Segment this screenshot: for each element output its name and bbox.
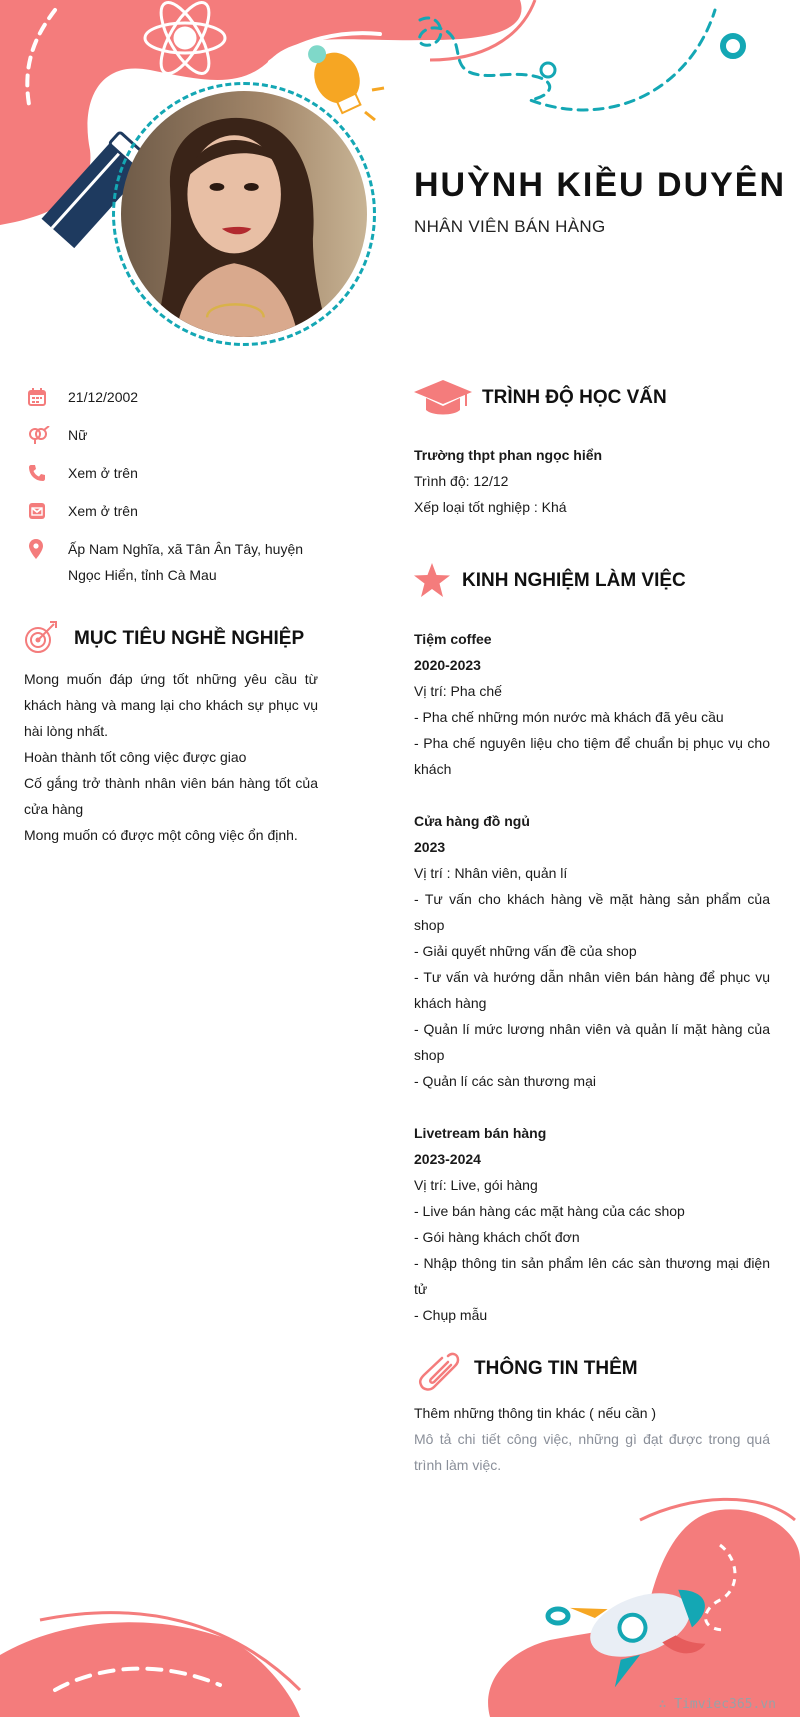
phone-text: Xem ở trên — [68, 465, 138, 481]
experience-title: KINH NGHIỆM LÀM VIỆC — [462, 570, 686, 591]
profile-photo — [121, 91, 367, 337]
education-body — [414, 442, 770, 520]
additional-line: Thêm những thông tin khác ( nếu cần ) — [414, 1405, 657, 1421]
job-duty: - Giải quyết những vấn đề của shop — [414, 943, 637, 959]
email-text: Xem ở trên — [68, 503, 138, 519]
job-duty: - Live bán hàng các mặt hàng của các shop — [414, 1203, 685, 1219]
job-company: Livetream bán hàng — [414, 1125, 547, 1141]
contact-phone — [28, 460, 348, 486]
contact-birthdate — [28, 384, 348, 410]
additional-body — [414, 1400, 770, 1478]
job-period: 2023-2024 — [414, 1151, 481, 1167]
job-duty: - Gói hàng khách chốt đơn — [414, 1229, 580, 1245]
candidate-name: HUỲNH KIỀU DUYÊN — [414, 166, 787, 204]
watermark: ∴ Timviec365.vn — [658, 1697, 776, 1712]
job-duty: - Quản lí mức lương nhân viên và quản lí mặt hàng của shop — [414, 1021, 770, 1063]
job-duty: - Quản lí các sàn thương mại — [414, 1073, 596, 1089]
job-duty: - Pha chế những món nước mà khách đã yêu cầu — [414, 709, 724, 725]
job-title: NHÂN VIÊN BÁN HÀNG — [414, 217, 606, 236]
job-duty: - Tư vấn và hướng dẫn nhân viên bán hàng để phục vụ khách hàng — [414, 969, 770, 1011]
objective-line: Cố gắng trở thành nhân viên bán hàng tốt của cửa hàng — [24, 775, 318, 817]
additional-hint: Mô tả chi tiết công việc, những gì đạt được trong quá trình làm việc. — [414, 1431, 770, 1473]
gender-icon — [28, 422, 52, 448]
objective-line: Mong muốn đáp ứng tốt những yêu cầu từ khách hàng và mang lại cho khách sự phục vụ hài lòng nhất. — [24, 671, 318, 739]
education-level: Trình độ: 12/12 — [414, 473, 509, 489]
contact-email — [28, 498, 348, 524]
job-entry — [414, 626, 770, 782]
paperclip-icon — [418, 1352, 460, 1397]
graduation-cap-icon — [414, 380, 472, 421]
profile-photo-frame — [112, 82, 376, 346]
job-entry — [414, 1120, 770, 1328]
job-period: 2020-2023 — [414, 657, 481, 673]
job-role: Vị trí: Pha chế — [414, 683, 502, 699]
objective-line: Hoàn thành tốt công việc được giao — [24, 749, 247, 765]
objective-body — [24, 666, 318, 848]
birthdate-text: 21/12/2002 — [68, 389, 139, 405]
objective-line: Mong muốn có được một công việc ổn định. — [24, 827, 298, 843]
education-title: TRÌNH ĐỘ HỌC VẤN — [482, 387, 667, 408]
education-school: Trường thpt phan ngọc hiển — [414, 447, 603, 463]
target-icon — [24, 620, 58, 659]
job-role: Vị trí: Live, gói hàng — [414, 1177, 538, 1193]
job-company: Tiệm coffee — [414, 631, 492, 647]
additional-title: THÔNG TIN THÊM — [474, 1358, 638, 1379]
calendar-icon — [28, 384, 52, 410]
contact-gender — [28, 422, 348, 448]
contact-address — [28, 536, 328, 588]
gender-text: Nữ — [68, 427, 88, 443]
education-grade: Xếp loại tốt nghiệp : Khá — [414, 499, 567, 515]
job-period: 2023 — [414, 839, 446, 855]
job-entry — [414, 808, 770, 1094]
job-duty: - Chụp mẫu — [414, 1307, 488, 1323]
job-duty: - Nhập thông tin sản phẩm lên các sàn thương mại điện tử — [414, 1255, 770, 1297]
job-company: Cửa hàng đồ ngủ — [414, 813, 530, 829]
job-role: Vị trí : Nhân viên, quản lí — [414, 865, 568, 881]
job-duty: - Tư vấn cho khách hàng về mặt hàng sản phẩm của shop — [414, 891, 770, 933]
star-icon — [414, 563, 450, 602]
address-text: Ấp Nam Nghĩa, xã Tân Ân Tây, huyện Ngọc Hiển, tỉnh Cà Mau — [68, 541, 304, 583]
location-pin-icon — [28, 536, 52, 562]
job-duty: - Pha chế nguyên liệu cho tiệm để chuẩn bị phục vụ cho khách — [414, 735, 770, 777]
objective-title: MỤC TIÊU NGHỀ NGHIỆP — [74, 628, 305, 649]
phone-icon — [28, 460, 52, 486]
mail-icon — [28, 498, 52, 524]
experience-body — [414, 626, 770, 1328]
